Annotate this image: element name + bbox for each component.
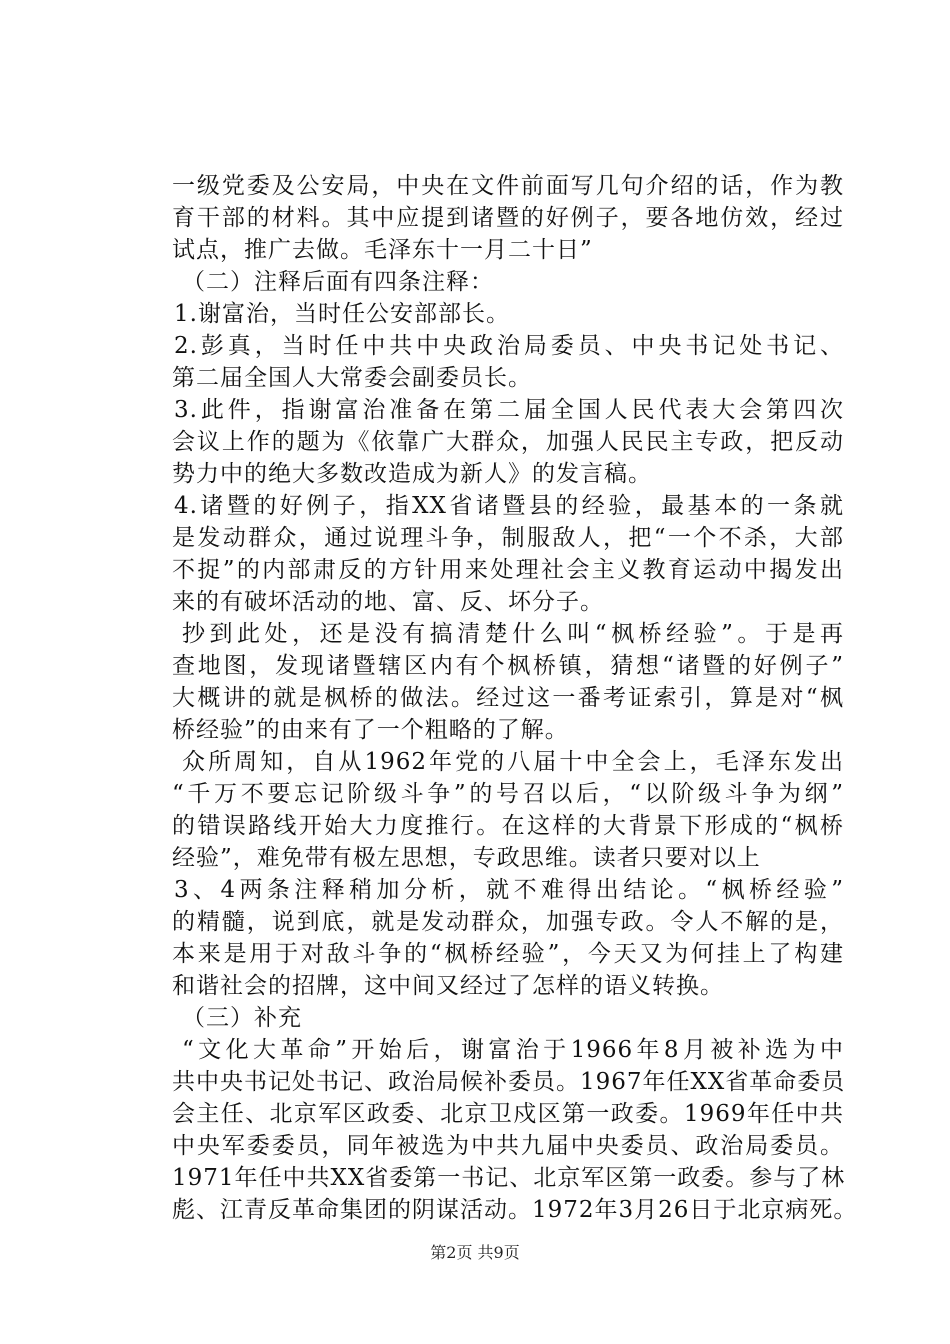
text-line: 会议上作的题为《依靠广大群众，加强人民民主专政，把反动 [172,429,844,455]
text-line: 共中央书记处书记、政治局候补委员。1967年任XX省革命委员 [172,1069,846,1095]
text-line: 众所周知，自从1962年党的八届十中全会上，毛泽东发出 [182,749,844,775]
text-line: 2.彭真，当时任中共中央政治局委员、中央书记处书记、 [174,333,844,359]
text-line: 不捉”的内部肃反的方针用来处理社会主义教育运动中揭发出 [172,557,844,583]
text-line: 是发动群众，通过说理斗争，制服敌人，把“一个不杀，大部 [172,525,844,551]
text-line: “千万不要忘记阶级斗争”的号召以后，“以阶级斗争为纲” [172,781,844,807]
text-line: 中央军委委员，同年被选为中共九届中央委员、政治局委员。 [172,1133,844,1159]
page-footer: 第2页 共9页 [430,1243,520,1262]
text-line: 试点，推广去做。毛泽东十一月二十日” [172,237,593,263]
text-line: 查地图，发现诸暨辖区内有个枫桥镇，猜想“诸暨的好例子” [172,653,844,679]
text-line: 和谐社会的招牌，这中间又经过了怎样的语义转换。 [172,973,724,999]
text-line: 的精髓，说到底，就是发动群众，加强专政。令人不解的是， [172,909,844,935]
text-line: 抄到此处，还是没有搞清楚什么叫“枫桥经验”。于是再 [182,621,844,647]
text-line: 1.谢富治，当时任公安部部长。 [174,301,510,327]
text-line: 1971年任中共XX省委第一书记、北京军区第一政委。参与了林 [172,1165,846,1191]
text-line: 彪、江青反革命集团的阴谋活动。1972年3月26日于北京病死。 [172,1197,858,1223]
text-line: 的错误路线开始大力度推行。在这样的大背景下形成的“枫桥 [172,813,844,839]
text-line: 势力中的绝大多数改造成为新人》的发言稿。 [172,461,652,487]
text-line: 桥经验”的由来有了一个粗略的了解。 [172,717,569,743]
text-line: 一级党委及公安局，中央在文件前面写几句介绍的话，作为教 [172,173,844,199]
text-line: 4.诸暨的好例子，指XX省诸暨县的经验，最基本的一条就 [174,493,844,519]
text-line: 3.此件，指谢富治准备在第二届全国人民代表大会第四次 [174,397,844,423]
text-line: 3、4两条注释稍加分析，就不难得出结论。“枫桥经验” [174,877,844,903]
text-line: 第二届全国人大常委会副委员长。 [172,365,532,391]
text-line: （三）补充 [182,1005,302,1031]
document-body [172,170,858,1226]
text-line: 来的有破坏活动的地、富、反、坏分子。 [172,589,604,615]
text-line: 育干部的材料。其中应提到诸暨的好例子，要各地仿效，经过 [172,205,844,231]
text-line: “文化大革命”开始后，谢富治于1966年8月被补选为中 [182,1037,844,1063]
text-line: 经验”，难免带有极左思想，专政思维。读者只要对以上 [172,845,761,871]
text-line: 大概讲的就是枫桥的做法。经过这一番考证索引，算是对“枫 [172,685,844,711]
text-line: 本来是用于对敌斗争的“枫桥经验”，今天又为何挂上了构建 [172,941,844,967]
text-line: （二）注释后面有四条注释： [182,269,494,295]
text-line: 会主任、北京军区政委、北京卫戍区第一政委。1969年任中共 [172,1101,844,1127]
